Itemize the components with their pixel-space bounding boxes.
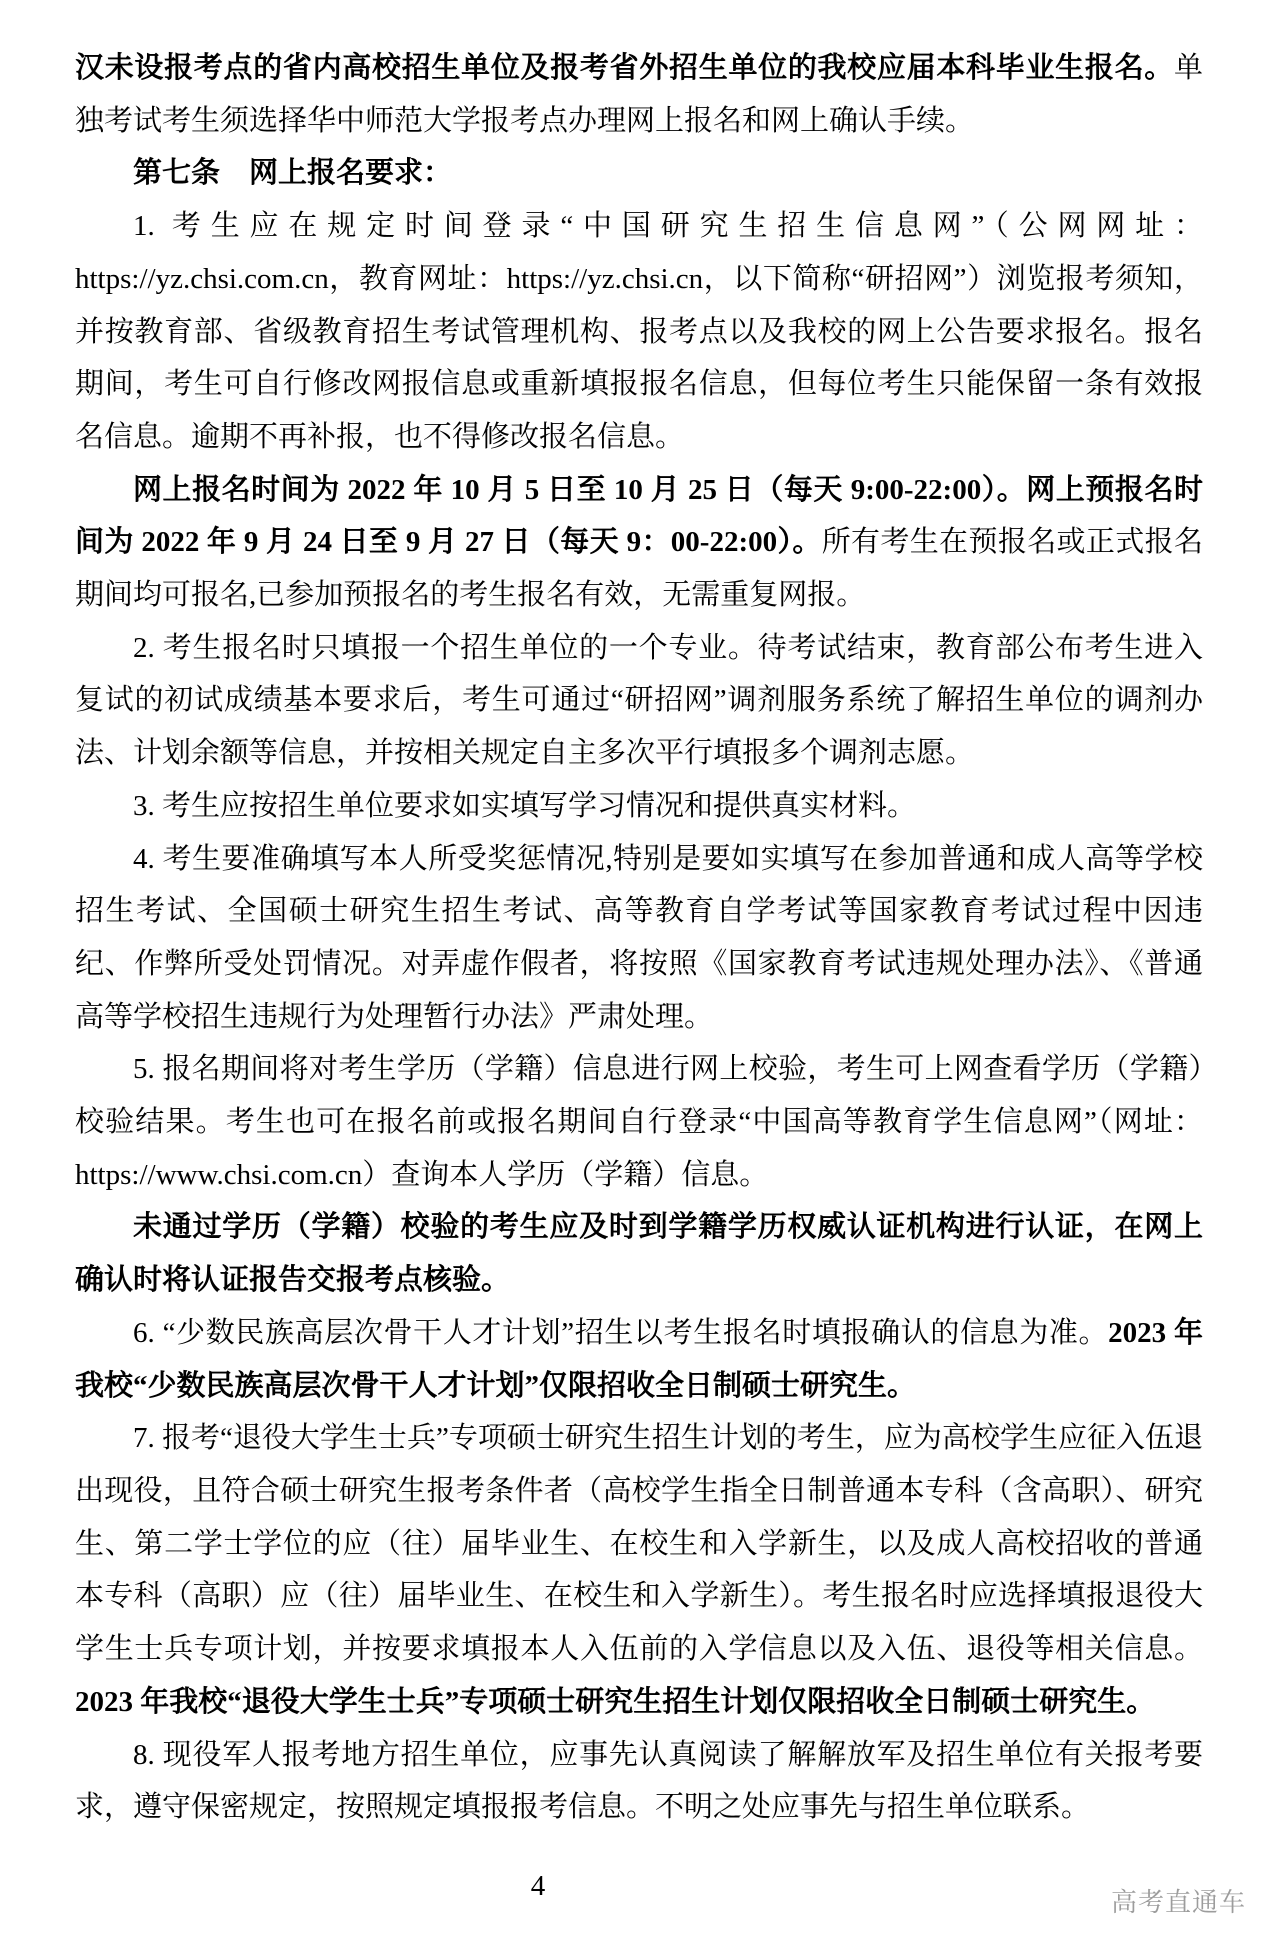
paragraph	[75, 833, 1203, 1044]
text-run: 1. 考生应在规定时间登录“中国研究生招生信息网”（公网网址：https://yz.chsi.com.cn，教育网址：https://yz.chsi.cn，以下简称“研招网”）浏览报考须知，并按教育部、省级教育招生考试管理机构、报考点以及我校的网上公告要求报名。报名期间，考生可自行修改网报信息或重新填报报名信息，但每位考生只能保留一条有效报名信息。逾期不再补报，也不得修改报名信息。	[75, 210, 1203, 453]
text-run: 4. 考生要准确填写本人所受奖惩情况,特别是要如实填写在参加普通和成人高等学校招生考试、全国硕士研究生招生考试、高等教育自学考试等国家教育考试过程中因违纪、作弊所受处罚情况。对弄虚作假者，将按照《国家教育考试违规处理办法》、《普通高等学校招生违规行为处理暂行办法》严肃处理。	[75, 842, 1203, 1033]
text-run: 3. 考生应按招生单位要求如实填写学习情况和提供真实材料。	[133, 789, 917, 822]
page-number: 4	[530, 1870, 546, 1902]
text-run: 第七条 网上报名要求：	[133, 157, 453, 190]
text-run: 2023 年我校“少数民族高层次骨干人才计划”仅限招收全日制硕士研究生。	[75, 1316, 1203, 1402]
paragraph	[75, 1307, 1203, 1412]
text-run: 2023 年我校“退役大学生士兵”专项硕士研究生招生计划仅限招收全日制硕士研究生。	[75, 1685, 1156, 1718]
text-run: 6. “少数民族高层次骨干人才计划”招生以考生报名时填报确认的信息为准。	[133, 1316, 1109, 1349]
text-run: 未通过学历（学籍）校验的考生应及时到学籍学历权威认证机构进行认证，在网上确认时将认证报告交报考点核验。	[75, 1211, 1203, 1297]
text-run: 汉未设报考点的省内高校招生单位及报考省外招生单位的我校应届本科毕业生报名。	[75, 52, 1174, 84]
paragraph	[75, 42, 1203, 147]
document-body-text	[75, 42, 1203, 1834]
text-run: 所有考生在预报名或正式报名期间均可报名,已参加预报名的考生报名有效，无需重复网报。	[75, 526, 1203, 612]
paragraph	[75, 464, 1203, 622]
paragraph	[75, 1412, 1203, 1728]
paragraph	[75, 780, 1203, 833]
paragraph	[75, 1201, 1203, 1306]
text-run: 2. 考生报名时只填报一个招生单位的一个专业。待考试结束，教育部公布考生进入复试的初试成绩基本要求后，考生可通过“研招网”调剂服务系统了解招生单位的调剂办法、计划余额等信息，并按相关规定自主多次平行填报多个调剂志愿。	[75, 631, 1203, 770]
paragraph	[75, 1729, 1203, 1834]
paragraph	[75, 1043, 1203, 1201]
watermark: 高考直通车	[1110, 1887, 1246, 1917]
text-run: 单独考试考生须选择华中师范大学报考点办理网上报名和网上确认手续。	[75, 52, 1203, 137]
text-run: 网上报名时间为 2022 年 10 月 5 日至 10 月 25 日（每天 9:00-22:00）。网上预报名时间为 2022 年 9 月 24 日至 9 月 27 日（每天 9：00-22:00）。	[75, 473, 1203, 559]
section-heading	[75, 147, 1203, 200]
paragraph	[75, 622, 1203, 780]
text-run: 5. 报名期间将对考生学历（学籍）信息进行网上校验，考生可上网查看学历（学籍）校验结果。考生也可在报名前或报名期间自行登录“中国高等教育学生信息网”（网址：https://www.chsi.com.cn）查询本人学历（学籍）信息。	[75, 1053, 1203, 1191]
text-run: 8. 现役军人报考地方招生单位，应事先认真阅读了解解放军及招生单位有关报考要求，遵守保密规定，按照规定填报报考信息。不明之处应事先与招生单位联系。	[75, 1738, 1203, 1824]
paragraph	[75, 200, 1203, 464]
text-run: 7. 报考“退役大学生士兵”专项硕士研究生招生计划的考生，应为高校学生应征入伍退出现役，且符合硕士研究生报考条件者（高校学生指全日制普通本专科（含高职）、研究生、第二学士学位的应（往）届毕业生、在校生和入学新生，以及成人高校招收的普通本专科（高职）应（往）届毕业生、在校生和入学新生）。考生报名时应选择填报退役大学生士兵专项计划，并按要求填报本人入伍前的入学信息以及入伍、退役等相关信息。	[75, 1422, 1203, 1666]
